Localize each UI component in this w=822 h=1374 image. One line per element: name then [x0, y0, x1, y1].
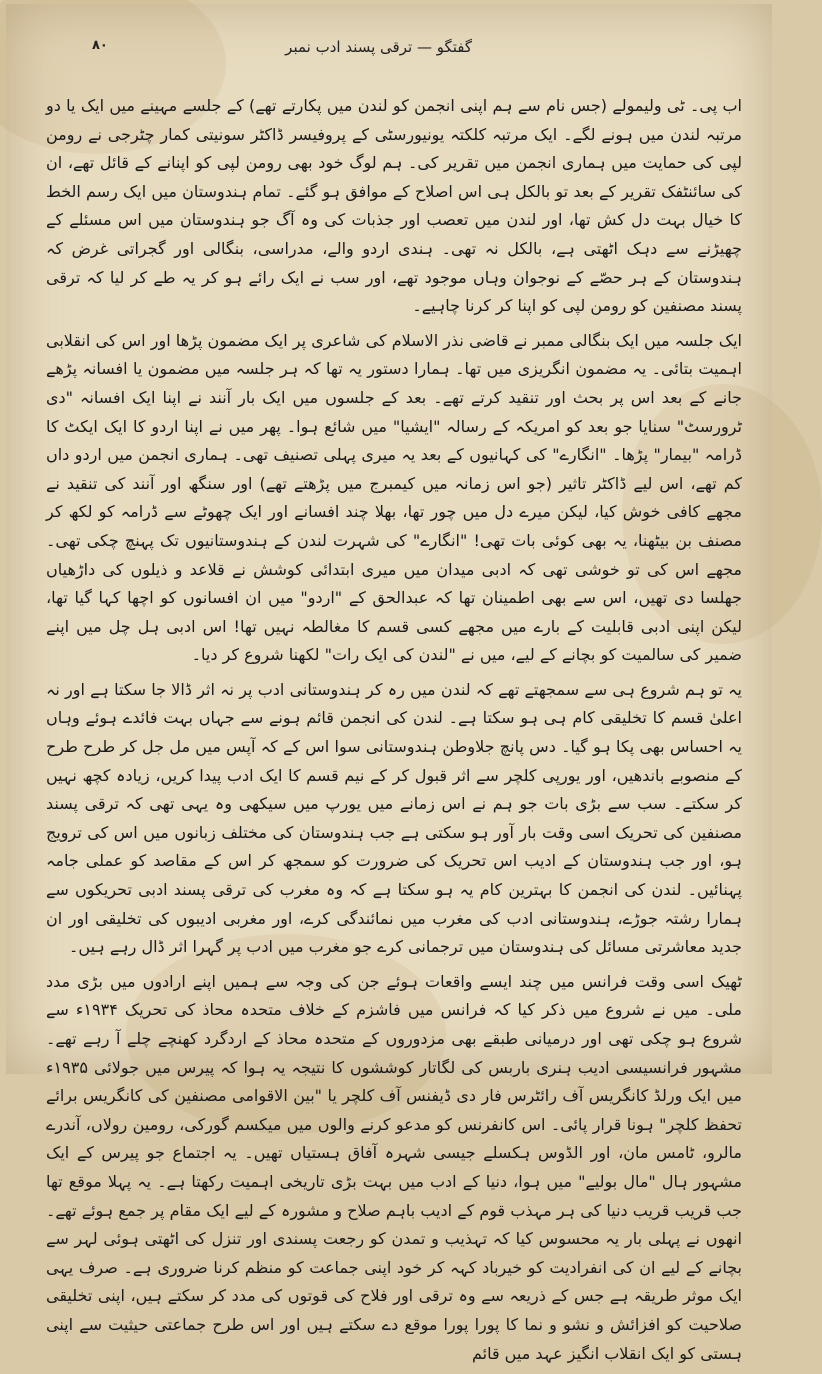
paragraph: اب پی۔ ٹی ولیمولے (جس نام سے ہم اپنی انجمن کو لندن میں پکارتے تھے) کے جلسے مہینے میں ایک یا دو مرتبہ لندن میں ہونے لگے۔ ایک مرتبہ کلکتہ یونیورسٹی کے پروفیسر ڈاکٹر سونیتی کمار چٹرجی نے رومن لپی کی حمایت میں ہماری انجمن میں تقریر کی۔ ہم لوگ خود بھی رومن لپی کو اپنانے کے قائل تھے، ان کی سائنٹفک تقریر کے بعد تو بالکل ہی اس اصلاح کے موافق ہو گئے۔ تمام ہندوستان میں ایک رسم الخط کا خیال بہت دل کش تھا، اور لندن میں تعصب اور جذبات کی وہ آگ جو ہندوستان میں اس مسئلے کے چھیڑنے سے دہک اٹھتی ہے، بالکل نہ تھی۔ ہندی اردو والے، مدراسی، بنگالی اور گجراتی غرض کہ ہندوستان کے ہر حصّے کے نوجوان وہاں موجود تھے، اور سب نے ایک رائے ہو کر یہ طے کر لیا کہ ترقی پسند مصنفین کو رومن لپی کو اپنا کر کرنا چاہیے۔ — [46, 96, 742, 316]
page-header — [6, 38, 772, 66]
paragraph: ایک جلسہ میں ایک بنگالی ممبر نے قاضی نذر الاسلام کی شاعری پر ایک مضمون پڑھا اور اس کی انقلابی اہمیت بتائی۔ یہ مضمون انگریزی میں تھا۔ ہمارا دستور یہ تھا کہ ہر جلسہ میں مضمون یا افسانہ پڑھے جانے کے بعد اس پر بحث اور تنقید کرتے تھے۔ بعد کے جلسوں میں ایک بار آنند نے اپنا ایک افسانہ "دی ٹرورسٹ" سنایا جو بعد کو امریکہ کے رسالہ "ایشیا" میں شائع ہوا۔ پھر میں نے اپنا اردو کا ایک ایکٹ کا ڈرامہ "بیمار" پڑھا۔ "انگارے" کی کہانیوں کے بعد یہ میری پہلی تصنیف تھی۔ ہماری انجمن میں اردو داں کم تھے، اس لیے ڈاکٹر تاثیر (جو اس زمانہ میں کیمبرج میں پڑھتے تھے) اور سنگھ اور آنند کی تنقید نے مجھے کافی خوش کیا، لیکن میرے دل میں چور تھا، بھلا چند افسانے اور ایک چھوٹے سے ڈرامہ کو لکھ کر مصنف بن بیٹھنا، یہ بھی کوئی بات تھی! "انگارے" کی شہرت لندن کے ہندوستانیوں تک پہنچ چکی تھی۔ مجھے اس کی تو خوشی تھی کہ ادبی میدان میں میری ابتدائی کوشش نے قلاعد و ذیلوں کی داڑھیاں جھلسا دی تھیں، اس سے بھی اطمینان تھا کہ عبدالحق کے "اردو" میں ان افسانوں کو اچھا کہا گیا تھا، لیکن اپنی ادبی قابلیت کے بارے میں مجھے کسی قسم کا مغالطہ نہیں تھا! اس ادبی ہل چل میں اپنے ضمیر کی سالمیت کو بچانے کے لیے، میں نے "لندن کی ایک رات" لکھنا شروع کر دیا۔ — [46, 330, 743, 665]
running-title: گفتگو — ترقی پسند ادب نمبر — [285, 38, 472, 56]
paragraph: یہ تو ہم شروع ہی سے سمجھتے تھے کہ لندن میں رہ کر ہندوستانی ادب پر نہ اثر ڈالا جا سکتا ہے اور نہ اعلیٰ قسم کا تخلیقی کام ہی ہو سکتا ہے۔ لندن کی انجمن قائم ہونے سے جہاں بہت فائدے ہوئے وہاں یہ احساس بھی پکا ہو گیا۔ دس پانچ جلاوطن ہندوستانی سوا اس کے کہ آپس میں مل جل کر طرح طرح کے منصوبے باندھیں، اور یورپی کلچر سے اثر قبول کر کے نیم قسم کا ایک ادب پیدا کریں، زیادہ کچھ نہیں کر سکتے۔ سب سے بڑی بات جو ہم نے اس زمانے میں یورپ میں سیکھی وہ یہی تھی کہ ترقی پسند مصنفین کی تحریک اسی وقت بار آور ہو سکتی ہے جب ہندوستان کی مختلف زبانوں میں اس کی ترویج ہو، اور جب ہندوستان کے ادیب اس تحریک کی ضرورت کو سمجھ کر اس کے مقاصد کو عملی جامہ پہنائیں۔ لندن کی انجمن کا بہترین کام یہ ہو سکتا ہے کہ وہ مغرب کی ترقی پسند ادبی تحریکوں سے ہمارا رشتہ جوڑے، ہندوستانی ادب کی مغرب میں نمائندگی کرے، اور مغربی ادیبوں کی تخلیقی اور ان جدید معاشرتی مسائل کی ہندوستان میں ترجمانی کرے جو مغرب میں ادب پر گہرا اثر ڈال رہے ہیں۔ — [46, 679, 742, 957]
book-page — [6, 4, 772, 1363]
page-number: ۸۰ — [92, 38, 108, 53]
body-text — [46, 92, 742, 1374]
paragraph: ٹھیک اسی وقت فرانس میں چند ایسے واقعات ہوئے جن کی وجہ سے ہمیں اپنے ارادوں میں بڑی مدد ملی۔ میں نے شروع میں ذکر کیا کہ فرانس میں فاشزم کے خلاف متحدہ محاذ کی تحریک ۱۹۳۴ء سے شروع ہو چکی تھی اور درمیانی طبقے بھی مزدوروں کے متحدہ محاذ کے اردگرد کھنچے چلے آ رہے تھے۔ مشہور فرانسیسی ادیب ہنری باربس کی لگاتار کوششوں کا نتیجہ یہ ہوا کہ پیرس میں جولائی ۱۹۳۵ء میں ایک ورلڈ کانگریس آف رائٹرس فار دی ڈیفنس آف کلچر یا "بین الاقوامی مصنفین کی کانگریس برائے تحفظ کلچر" ہونا قرار پائی۔ اس کانفرنس کو مدعو کرنے والوں میں میکسم گورکی، رومین رولاں، آندرے مالرو، ٹامس مان، اور الڈوس ہکسلے جیسی شہرہ آفاق ہستیاں تھیں۔ یہ اجتماع جو پیرس کے ایک مشہور ہال "مال بولیے" میں ہوا، دنیا کے ادب میں بہت بڑی تاریخی اہمیت رکھتا ہے۔ یہ پہلا موقع تھا جب قریب قریب دنیا کی ہر مہذب قوم کے ادیب باہم صلاح و مشورہ کے لیے ایک مقام پر جمع ہوئے تھے۔ انھوں نے پہلی بار یہ محسوس کیا کہ تہذیب و تمدن کو رجعت پسندی اور تنزل کی اٹھتی ہوئی لہر سے بچانے کے لیے ان کی انفرادیت کو خیرباد کہہ کر خود اپنی جماعت کو منظم کرنا ضروری ہے۔ صرف یہی ایک موثر طریقہ ہے جس کے ذریعہ سے وہ ترقی اور فلاح کی قوتوں کی مدد کر سکتے ہیں، اپنی تخلیقی صلاحیت کو افزائش و نشو و نما کا پورا پورا موقع دے سکتے ہیں اور اس طرح جماعتی حیثیت سے اپنی ہستی کو ایک انقلاب انگیز عہد میں قائم — [46, 971, 743, 1363]
